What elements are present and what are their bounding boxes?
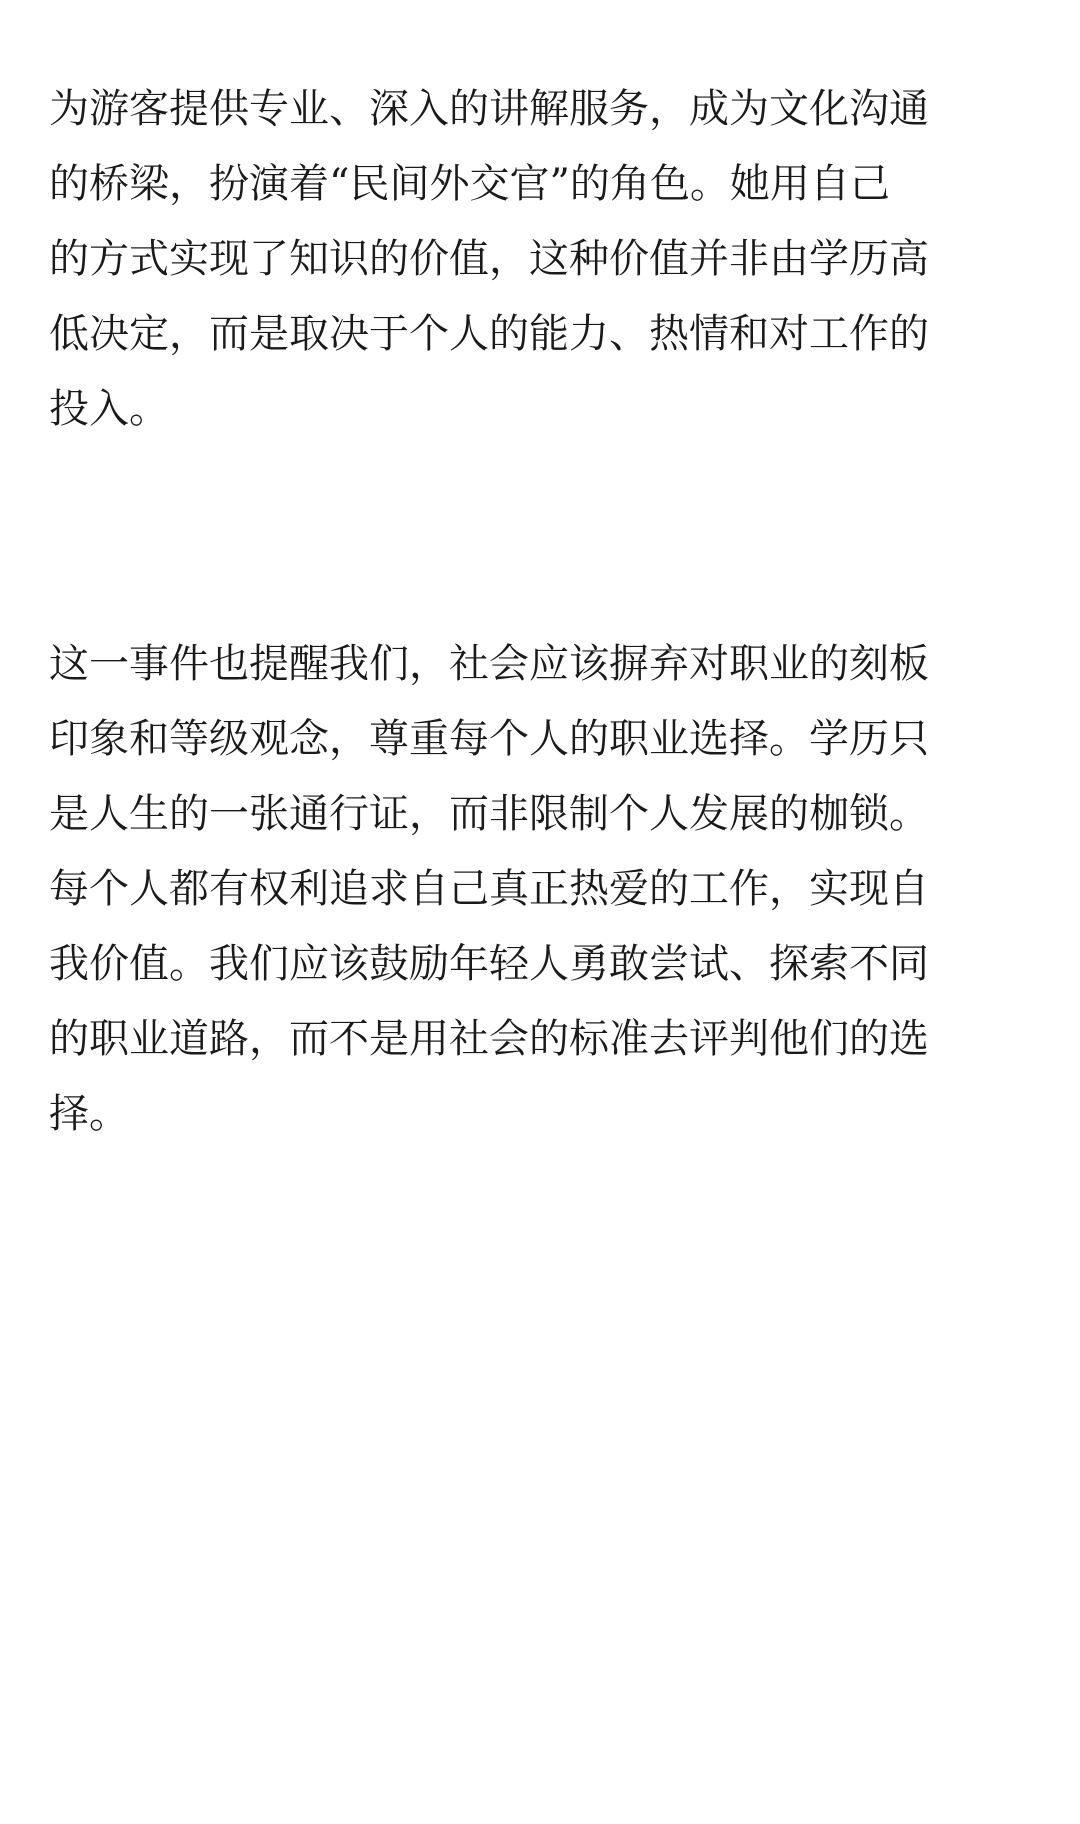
text-line: 这一事件也提醒我们，社会应该摒弃对职业的刻板: [49, 641, 929, 687]
text-line: 为游客提供专业、深入的讲解服务，成为文化沟通: [49, 86, 929, 132]
text-line: 投入。: [49, 386, 169, 432]
text-line: 我价值。我们应该鼓励年轻人勇敢尝试、探索不同: [49, 941, 929, 987]
text-line: 的方式实现了知识的价值，这种价值并非由学历高: [49, 236, 929, 282]
text-line: 是人生的一张通行证，而非限制个人发展的枷锁。: [49, 791, 929, 837]
text-line: 的桥梁，扮演着“民间外交官”的角色。她用自己: [49, 161, 890, 207]
text-line: 每个人都有权利追求自己真正热爱的工作，实现自: [49, 866, 929, 912]
text-line: 印象和等级观念，尊重每个人的职业选择。学历只: [49, 716, 929, 762]
text-line: 的职业道路，而不是用社会的标准去评判他们的选: [49, 1016, 929, 1062]
paragraph: [49, 72, 1009, 447]
text-line: 低决定，而是取决于个人的能力、热情和对工作的: [49, 311, 929, 357]
paragraph: [49, 627, 1009, 1152]
article-body: [49, 72, 1009, 1152]
text-line: 择。: [49, 1091, 129, 1137]
